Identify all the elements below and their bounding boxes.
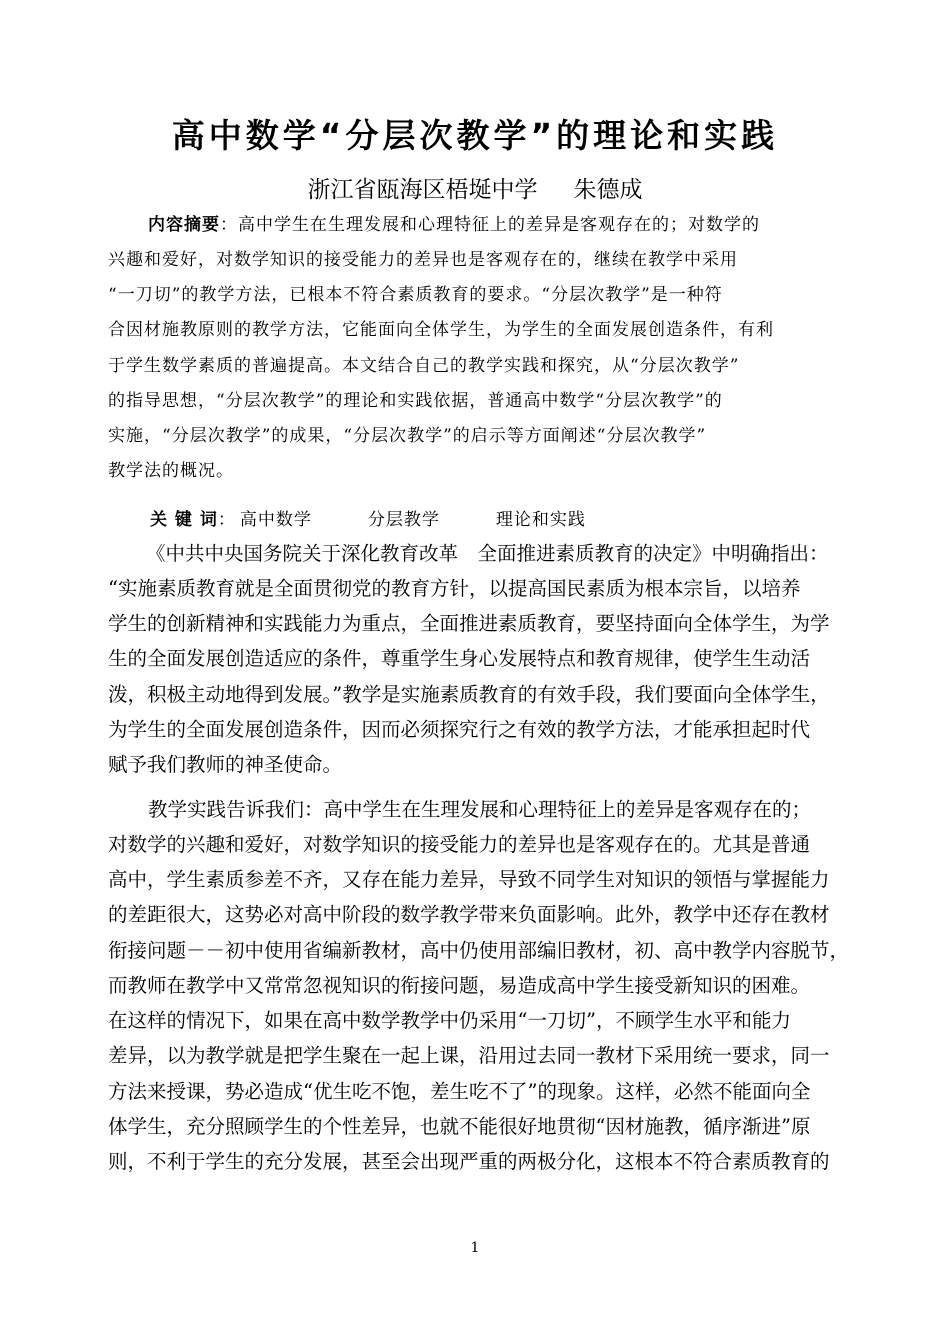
paragraph-line: “实施素质教育就是全面贯彻党的教育方针，以提高国民素质为根本宗旨，以培养 (108, 577, 801, 600)
abstract-line (148, 208, 878, 242)
paragraph-line: 在这样的情况下，如果在高中数学教学中仍采用“一刀切”，不顾学生水平和能力 (108, 1009, 791, 1032)
paragraph-line: 高中，学生素质参差不齐，又存在能力差异，导致不同学生对知识的领悟与掌握能力 (108, 868, 830, 891)
paragraph-line: 则，不利于学生的充分发展，甚至会出现严重的两极分化，这根本不符合素质教育的 (108, 1150, 830, 1173)
school-name: 浙江省瓯海区梧埏中学 (307, 177, 538, 203)
abstract-line: 于学生数学素质的普遍提高。本文结合自己的教学实践和探究，从“分层次教学” (108, 356, 740, 376)
abstract-line: 的指导思想，“分层次教学”的理论和实践依据，普通高中数学“分层次教学”的 (108, 391, 723, 411)
abstract-text: ：高中学生在生理发展和心理特征上的差异是客观存在的；对数学的 (220, 215, 760, 235)
author-name: 朱德成 (573, 177, 643, 203)
paragraph-line: 教学实践告诉我们：高中学生在生理发展和心理特征上的差异是客观存在的； (148, 798, 812, 821)
abstract-line: 合因材施教原则的教学方法，它能面向全体学生，为学生的全面发展创造条件，有利 (108, 320, 774, 340)
paragraph-line: 为学生的全面发展创造条件，因而必须探究行之有效的教学方法，才能承担起时代 (108, 718, 811, 741)
byline (0, 172, 950, 208)
document-title: 高中数学“分层次教学”的理论和实践 (171, 116, 779, 155)
keyword-item: 分层教学 (367, 510, 440, 530)
abstract-label: 内容摘要 (148, 215, 220, 235)
paragraph-line: 学生的创新精神和实践能力为重点，全面推进素质教育，要坚持面向全体学生，为学 (108, 612, 830, 635)
paragraph-line: 体学生，充分照顾学生的个性差异，也就不能很好地贯彻“因材施教，循序渐进”原 (108, 1115, 811, 1138)
paragraph-line: 《中共中央国务院关于深化教育改革 全面推进素质教育的决定》中明确指出： (146, 542, 829, 565)
keywords-label: 关 键 词 (150, 510, 218, 530)
paragraph-line: 差异，以为教学就是把学生聚在一起上课，沿用过去同一教材下采用统一要求，同一 (108, 1044, 830, 1067)
paragraph-line: 方法来授课，势必造成“优生吃不饱，差生吃不了”的现象。这样，必然不能面向全 (108, 1080, 811, 1103)
paragraph-line: 衔接问题－－初中使用省编新教材，高中仍使用部编旧教材，初、高中教学内容脱节， (108, 939, 850, 962)
abstract-line: 教学法的概况。 (108, 461, 234, 481)
abstract-line: 实施，“分层次教学”的成果，“分层次教学”的启示等方面阐述“分层次教学” (108, 426, 707, 446)
abstract-line: 兴趣和爱好，对数学知识的接受能力的差异也是客观存在的，继续在教学中采用 (108, 250, 738, 270)
paragraph-line: 对数学的兴趣和爱好，对数学知识的接受能力的差异也是客观存在的。尤其是普通 (108, 833, 811, 856)
paragraph-line: 赋予我们教师的神圣使命。 (108, 753, 343, 776)
paragraph-line: 的差距很大，这势必对高中阶段的数学教学带来负面影响。此外，教学中还存在教材 (108, 903, 830, 926)
keywords-line: 关 键 词： 高中数学 分层教学 理论和实践 (150, 503, 870, 537)
keyword-item: 理论和实践 (495, 510, 586, 530)
paragraph-line: 生的全面发展创造适应的条件，尊重学生身心发展特点和教育规律，使学生生动活 (108, 647, 811, 670)
page-number: 1 (470, 1240, 480, 1256)
keyword-item: 高中数学 (239, 510, 312, 530)
paragraph-line: 泼，积极主动地得到发展。”教学是实施素质教育的有效手段，我们要面向全体学生， (108, 683, 830, 706)
abstract-line: “一刀切”的教学方法，已根本不符合素质教育的要求。“分层次教学”是一种符 (108, 285, 723, 305)
paragraph-line: 而教师在教学中又常常忽视知识的衔接问题，易造成高中学生接受新知识的困难。 (108, 974, 811, 997)
